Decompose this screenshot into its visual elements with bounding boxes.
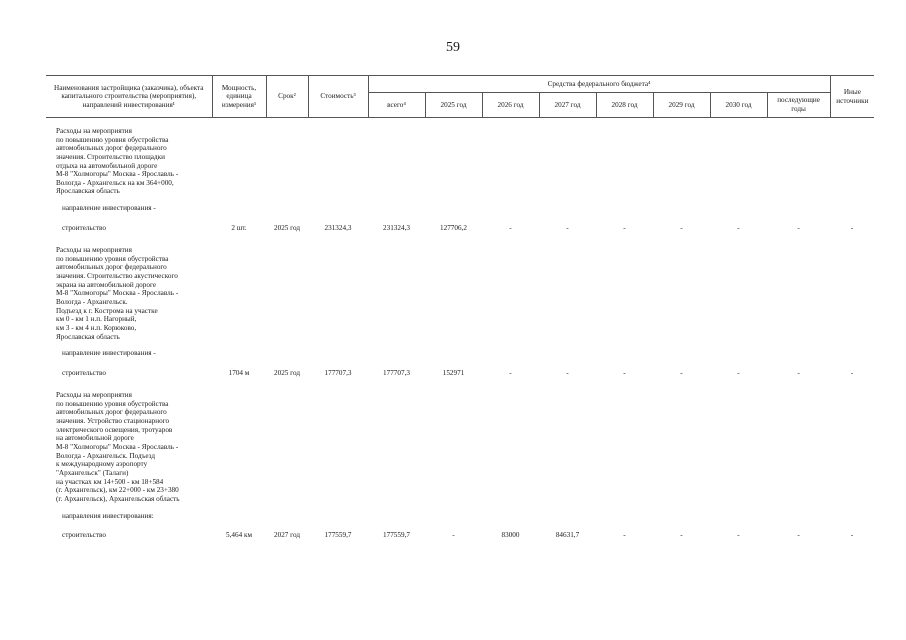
- header-year: 2027 год: [539, 93, 596, 118]
- table-header: [46, 76, 874, 118]
- row-cost: 231324,3: [324, 223, 352, 232]
- header-year: 2025 год: [425, 93, 482, 118]
- row-other: -: [850, 531, 854, 540]
- row-year-value: -: [737, 368, 740, 377]
- row-term: 2025 год: [274, 223, 300, 232]
- page-number: 59: [446, 40, 460, 55]
- row-capacity: 1704 м: [228, 368, 250, 377]
- row-year-value: -: [623, 223, 626, 232]
- row-year-value: -: [680, 223, 683, 232]
- row-total: 177707,3: [383, 368, 410, 377]
- row-description: Расходы на мероприятия по повышению уровня обустройства автомобильных дорог федерального значения. Устройство стационарного электрического освещения, тротуаров на автомобильной дороге М-8 "Холмогоры" Москва - Ярославль - Вологда - Архангельск. Подъезд к международному аэропорту "Архангельск" (Талаги) на участках км 14+500 - км 18+584 (г. Архангельск), км 22+000 - км 23+380 (г. Архангельск), Архангельская область: [56, 391, 180, 503]
- header-term: Срок²: [266, 76, 308, 118]
- row-year-value: -: [680, 368, 683, 377]
- row-capacity: 2 шт.: [231, 223, 247, 232]
- row-total: 177559,7: [383, 531, 410, 540]
- header-year: 2030 год: [710, 93, 767, 118]
- row-year-value: -: [737, 531, 740, 540]
- table-body: [46, 118, 874, 545]
- row-direction-label: направление инвестирования -: [62, 204, 156, 213]
- row-year-value: 84631,7: [555, 531, 580, 540]
- row-year-value: -: [737, 223, 740, 232]
- row-description: Расходы на мероприятия по повышению уровня обустройства автомобильных дорог федерального значения. Строительство акустического экрана на автомобильной дороге М-8 "Холмогоры" Москва - Ярославль - Вологда - Архангельск. Подъезд к г. Кострома на участке км 0 - км 1 н.п. Нагорный, км 3 - км 4 н.п. Корюково, Ярославская область: [56, 246, 179, 341]
- investment-table: [46, 75, 874, 545]
- table-row: [46, 527, 874, 545]
- header-federal-budget: Средства федерального бюджета⁴: [368, 76, 830, 93]
- row-year-value: -: [797, 531, 800, 540]
- row-term: 2027 год: [274, 531, 300, 540]
- header-cost: Стоимость³: [308, 76, 368, 118]
- row-year-value: -: [509, 223, 512, 232]
- header-year: 2029 год: [653, 93, 710, 118]
- row-cost: 177559,7: [324, 531, 352, 540]
- row-direction-label: направления инвестирования:: [62, 511, 154, 520]
- row-year-value: -: [566, 223, 569, 232]
- row-total: 231324,3: [383, 223, 410, 232]
- row-year-value: 152971: [442, 368, 465, 377]
- row-year-value: -: [566, 368, 569, 377]
- row-item-label: строительство: [62, 531, 106, 540]
- row-year-value: -: [623, 531, 626, 540]
- row-year-value: 83000: [501, 531, 520, 540]
- header-capacity: Мощность, единица измерения¹: [212, 76, 266, 118]
- row-year-value: -: [797, 368, 800, 377]
- table-row: [46, 364, 874, 382]
- header-other-sources: Иные источники: [830, 76, 874, 118]
- header-year: 2026 год: [482, 93, 539, 118]
- row-description: Расходы на мероприятия по повышению уровня обустройства автомобильных дорог федерального значения. Строительство площадки отдыха на автомобильной дороге М-8 "Холмогоры" Москва - Ярославль - Вологда - Архангельск на км 364+000, Ярославская область: [56, 127, 179, 196]
- row-cost: 177707,3: [324, 368, 352, 377]
- row-year-value: -: [452, 531, 455, 540]
- row-item-label: строительство: [62, 368, 106, 377]
- row-year-value: -: [509, 368, 512, 377]
- row-other: -: [850, 223, 854, 232]
- header-name: Наименования застройщика (заказчика), объекта капитального строительства (мероприятия), направлений инвестирования¹: [46, 76, 212, 118]
- header-year: 2028 год: [596, 93, 653, 118]
- row-direction-label: направление инвестирования -: [62, 349, 156, 358]
- row-year-value: 127706,2: [440, 223, 467, 232]
- row-year-value: -: [680, 531, 683, 540]
- header-year: последующие годы: [767, 93, 830, 118]
- row-year-value: -: [623, 368, 626, 377]
- header-total: всего⁴: [368, 93, 425, 118]
- row-item-label: строительство: [62, 223, 106, 232]
- row-year-value: -: [797, 223, 800, 232]
- row-other: -: [850, 368, 854, 377]
- table-row: [46, 219, 874, 237]
- row-capacity: 5,464 км: [225, 531, 252, 540]
- row-term: 2025 год: [274, 368, 300, 377]
